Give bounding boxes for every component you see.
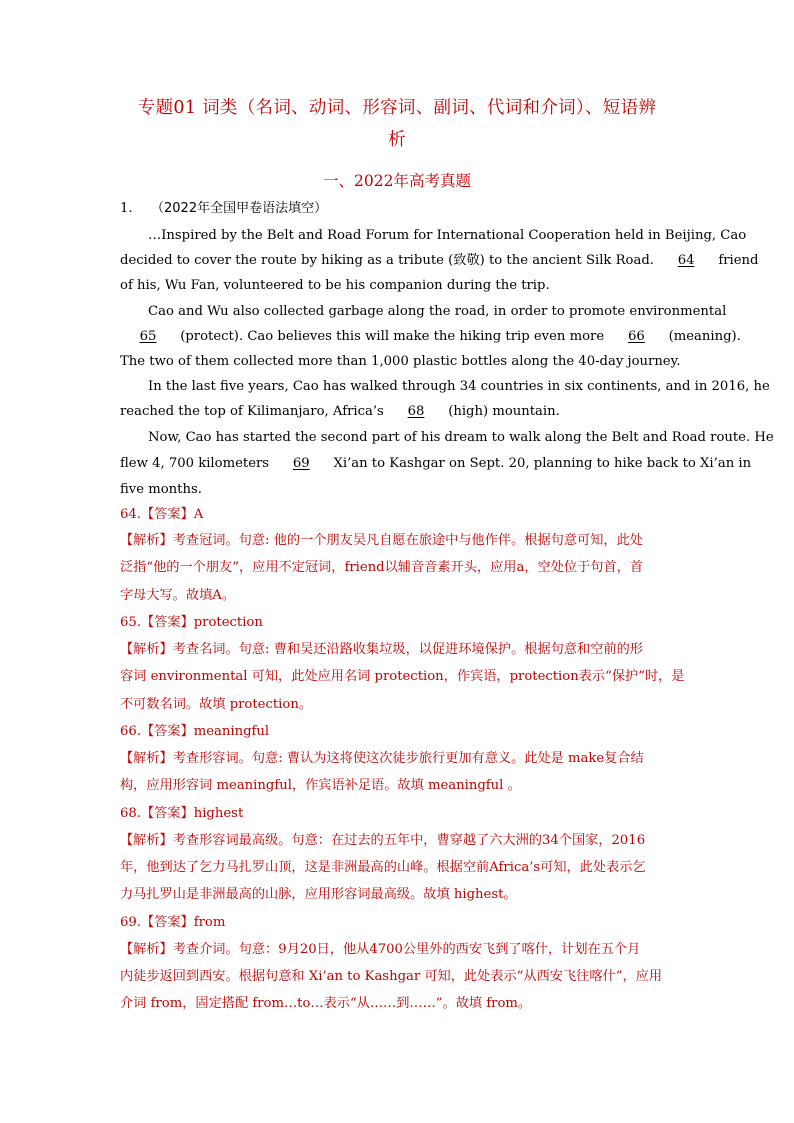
- question-source: （2022年全国甲卷语法填空）: [151, 201, 328, 216]
- section-heading: 一、2022年高考真题: [323, 172, 471, 190]
- passage-line: 65 (protect). Cao believes this will make the hiking trip even more 66 (meaning).: [120, 328, 741, 346]
- question-number: 1.: [120, 201, 133, 216]
- explanation-line: 力马扎罗山是非洲最高的山脉，应用形容词最高级。故填 highest。: [120, 887, 517, 902]
- explanation-line: 字母大写。故填A。: [120, 588, 236, 603]
- page-title: [110, 92, 684, 156]
- blank-65: 65: [139, 329, 157, 344]
- passage-line: flew 4, 700 kilometers 69 Xi’an to Kashgar on Sept. 20, planning to hike back to Xi’an in: [120, 456, 752, 471]
- passage-line: Now, Cao has started the second part of his dream to walk along the Belt and Road route. He: [148, 430, 774, 445]
- passage-line: of his, Wu Fan, volunteered to be his companion during the trip.: [120, 278, 550, 293]
- explanation-line: 【解析】考查形容词最高级。句意：在过去的五年中，曹穿越了六大洲的34个国家，2016: [120, 833, 646, 848]
- question-header: [120, 200, 327, 218]
- passage-line: Cao and Wu also collected garbage along the road, in order to promote environmental: [148, 304, 727, 319]
- passage-line: …Inspired by the Belt and Road Forum for International Cooperation held in Beijing, Cao: [148, 228, 747, 243]
- explanation-line: 构，应用形容词 meaningful，作宾语补足语。故填 meaningful 。: [120, 778, 521, 793]
- explanation-line: 【解析】考查冠词。句意: 他的一个朋友吴凡自愿在旅途中与他作伴。根据句意可知，此处: [120, 533, 643, 548]
- explanation-line: 泛指“他的一个朋友”，应用不定冠词，friend以辅音音素开头，应用a，空处位于句首，首: [120, 560, 644, 575]
- answer-label: 69.【答案】from: [120, 915, 226, 930]
- passage-line: reached the top of Kilimanjaro, Africa’s 68 (high) mountain.: [120, 404, 560, 419]
- explanation-line: 【解析】考查形容词。句意: 曹认为这将使这次徒步旅行更加有意义。此处是 make复合结: [120, 751, 644, 766]
- explanation-line: 年，他到达了乞力马扎罗山顶，这是非洲最高的山峰。根据空前Africa’s可知，此处表示乞: [120, 860, 646, 875]
- blank-64: 64: [677, 253, 695, 268]
- blank-69: 69: [292, 456, 310, 471]
- title-line-2: 析: [388, 130, 406, 150]
- answer-label: 65.【答案】protection: [120, 615, 263, 630]
- title-line-1: 专题01 词类（名词、动词、形容词、副词、代词和介词）、短语辨: [137, 98, 657, 118]
- explanation-line: 不可数名词。故填 protection。: [120, 697, 313, 712]
- explanation-line: 【解析】考查介词。句意：9月20日，他从4700公里外的西安飞到了喀什，计划在五个月: [120, 942, 641, 957]
- passage-line: five months.: [120, 482, 202, 497]
- passage-line: In the last five years, Cao has walked through 34 countries in six continents, and in 2016, he: [148, 379, 770, 394]
- passage-line: decided to cover the route by hiking as a tribute (致敬) to the ancient Silk Road. 64 friend: [120, 253, 759, 268]
- explanation-line: 【解析】考查名词。句意: 曹和吴还沿路收集垃圾，以促进环境保护。根据句意和空前的形: [120, 642, 643, 657]
- answer-label: 68.【答案】highest: [120, 806, 244, 821]
- explanation-line: 介词 from，固定搭配 from…to…表示“从……到……”。故填 from。: [120, 996, 532, 1011]
- answer-label: 66.【答案】meaningful: [120, 724, 270, 739]
- passage-line: The two of them collected more than 1,000 plastic bottles along the 40-day journey.: [120, 354, 681, 369]
- blank-66: 66: [627, 329, 645, 344]
- explanation-line: 内徒步返回到西安。根据句意和 Xi’an to Kashgar 可知，此处表示“从西安飞往喀什”，应用: [120, 969, 663, 984]
- answer-label: 64.【答案】A: [120, 507, 204, 522]
- blank-68: 68: [407, 404, 425, 419]
- explanation-line: 容词 environmental 可知，此处应用名词 protection，作宾语，protection表示“保护”时，是: [120, 669, 685, 684]
